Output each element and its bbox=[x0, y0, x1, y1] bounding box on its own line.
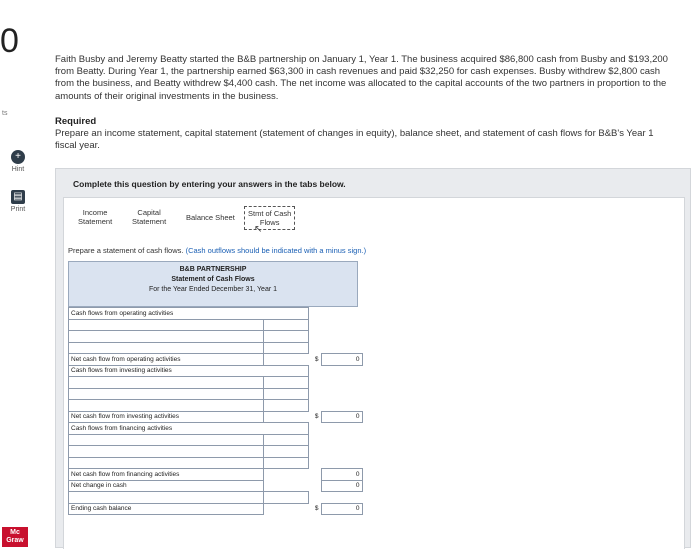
hint-button[interactable] bbox=[4, 150, 32, 173]
table-row bbox=[69, 342, 363, 354]
statement-header bbox=[68, 261, 358, 307]
financing-header: Cash flows from financing activities bbox=[69, 423, 309, 435]
operating-amount-input[interactable] bbox=[264, 342, 309, 354]
financing-amount-input[interactable] bbox=[264, 434, 309, 446]
net-change-value: 0 bbox=[321, 480, 362, 492]
question-number: 0 bbox=[0, 22, 18, 60]
financing-label-input[interactable] bbox=[69, 446, 264, 458]
investing-label-input[interactable] bbox=[69, 400, 264, 412]
pointer-cursor-icon: ↖ bbox=[254, 224, 263, 235]
ending-balance-value: 0 bbox=[321, 503, 362, 515]
hint-label: Hint bbox=[11, 166, 25, 173]
problem-text: Faith Busby and Jeremy Beatty started the B&B partnership on January 1, Year 1. The business acquired $86,800 cash from Busby and $193,200 from Beatty. During Year 1, the partnership earned $63,300 in cash revenues and paid $32,250 for cash expenses. Busby withdrew $2,800 cash from the business, and Beatty withdrew $4,400 cash. The net income was allocated to the capital accounts of the two partners in proportion to the amounts of their original investments in the business. bbox=[55, 54, 668, 102]
tab-content bbox=[63, 197, 685, 549]
print-label: Print bbox=[10, 206, 26, 213]
blank-input[interactable] bbox=[69, 492, 264, 504]
tab-income-statement[interactable]: Income Statement bbox=[78, 208, 113, 226]
table-row bbox=[69, 457, 363, 469]
table-row bbox=[69, 411, 363, 423]
company-name: B&B PARTNERSHIP bbox=[179, 266, 247, 273]
currency-sign: $ bbox=[314, 413, 319, 421]
financing-amount-input[interactable] bbox=[264, 446, 309, 458]
ending-balance-label: Ending cash balance bbox=[69, 503, 264, 515]
panel-title: Complete this question by entering your answers in the tabs below. bbox=[73, 179, 346, 189]
cash-flow-table bbox=[68, 307, 363, 515]
print-button[interactable] bbox=[4, 190, 32, 213]
investing-label-input[interactable] bbox=[69, 377, 264, 389]
blank-amount-input[interactable] bbox=[264, 492, 309, 504]
table-row bbox=[69, 503, 363, 515]
table-row bbox=[69, 365, 363, 377]
table-row bbox=[69, 308, 363, 320]
financing-label-input[interactable] bbox=[69, 434, 264, 446]
investing-amount-input[interactable] bbox=[264, 377, 309, 389]
operating-amount-input[interactable] bbox=[264, 331, 309, 343]
answer-panel bbox=[55, 168, 691, 548]
mcgraw-logo: Mc Graw bbox=[2, 527, 28, 547]
table-row bbox=[69, 331, 363, 343]
net-operating-value: 0 bbox=[321, 354, 362, 366]
table-row bbox=[69, 400, 363, 412]
table-row bbox=[69, 446, 363, 458]
net-operating-label: Net cash flow from operating activities bbox=[69, 354, 264, 366]
print-icon: ▤ bbox=[11, 190, 25, 204]
table-row bbox=[69, 492, 363, 504]
operating-amount-input[interactable] bbox=[264, 319, 309, 331]
table-row bbox=[69, 423, 363, 435]
operating-label-input[interactable] bbox=[69, 319, 264, 331]
net-financing-label: Net cash flow from financing activities bbox=[69, 469, 264, 481]
operating-label-input[interactable] bbox=[69, 342, 264, 354]
currency-sign: $ bbox=[314, 505, 319, 513]
net-investing-label: Net cash flow from investing activities bbox=[69, 411, 264, 423]
operating-header: Cash flows from operating activities bbox=[69, 308, 309, 320]
investing-amount-input[interactable] bbox=[264, 400, 309, 412]
instruction: Prepare a statement of cash flows. (Cash outflows should be indicated with a minus sign.) bbox=[68, 246, 367, 255]
required-title: Required bbox=[55, 116, 97, 127]
table-row bbox=[69, 354, 363, 366]
net-change-label: Net change in cash bbox=[69, 480, 264, 492]
currency-sign: $ bbox=[314, 355, 319, 363]
hint-icon: + bbox=[11, 150, 25, 164]
table-row bbox=[69, 469, 363, 481]
investing-header: Cash flows from investing activities bbox=[69, 365, 309, 377]
net-investing-value: 0 bbox=[321, 411, 362, 423]
tab-balance-sheet[interactable]: Balance Sheet bbox=[186, 213, 235, 222]
table-row bbox=[69, 319, 363, 331]
table-row bbox=[69, 480, 363, 492]
table-row bbox=[69, 377, 363, 389]
statement-name: Statement of Cash Flows bbox=[171, 276, 255, 283]
tab-stmt-of-cash-flows[interactable]: Stmt of Cash Flows bbox=[244, 206, 295, 230]
investing-amount-input[interactable] bbox=[264, 388, 309, 400]
investing-label-input[interactable] bbox=[69, 388, 264, 400]
statement-period: For the Year Ended December 31, Year 1 bbox=[148, 286, 278, 293]
required-text: Prepare an income statement, capital statement (statement of changes in equity), balance sheet, and statement of cash flows for B&B's Year 1 fiscal year. bbox=[55, 128, 654, 152]
table-row bbox=[69, 388, 363, 400]
financing-label-input[interactable] bbox=[69, 457, 264, 469]
sidebar-small-label: ts bbox=[2, 110, 8, 117]
operating-label-input[interactable] bbox=[69, 331, 264, 343]
financing-amount-input[interactable] bbox=[264, 457, 309, 469]
net-financing-value: 0 bbox=[321, 469, 362, 481]
tab-capital-statement[interactable]: Capital Statement bbox=[132, 208, 167, 226]
table-row bbox=[69, 434, 363, 446]
